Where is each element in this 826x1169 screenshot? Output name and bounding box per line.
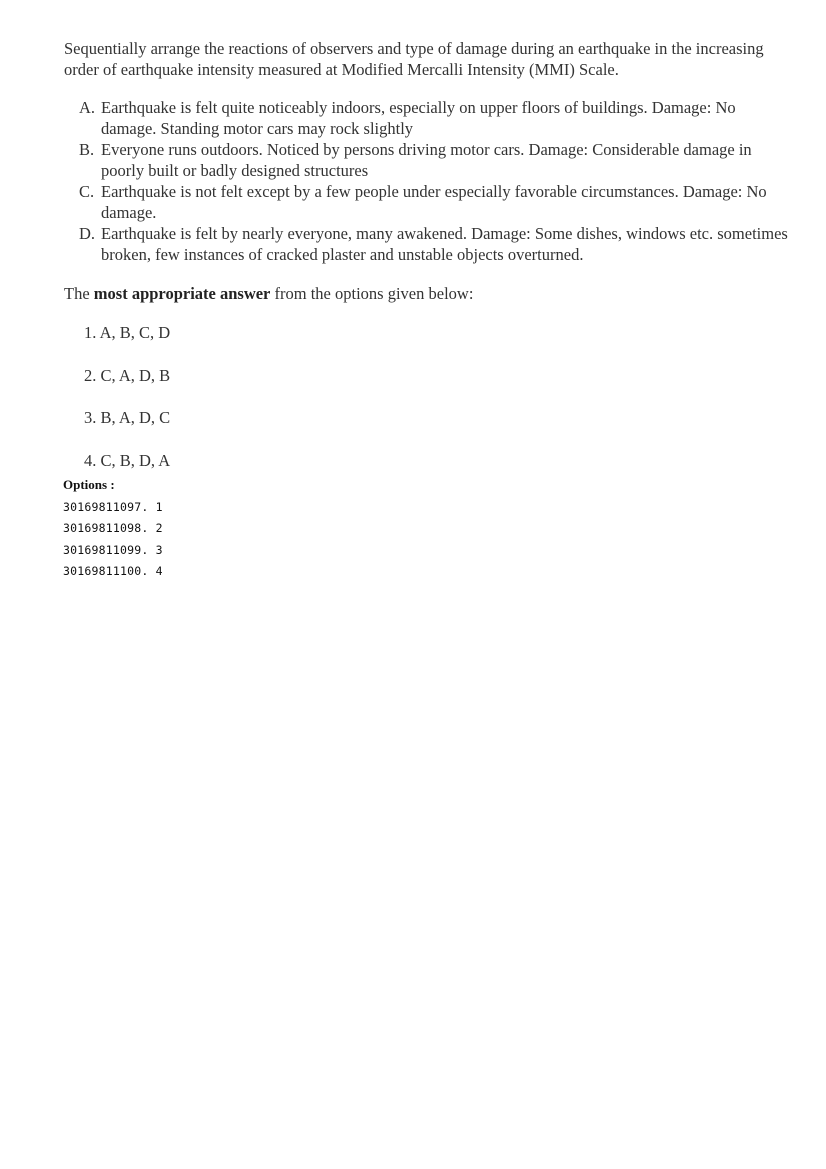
option-id-row: 30169811097. 1 — [63, 499, 163, 514]
options-heading: Options : — [63, 477, 115, 492]
statement-letter: B. — [79, 140, 95, 159]
question-block — [64, 38, 794, 471]
statement-b — [64, 139, 794, 181]
prompt-suffix: from the options given below: — [270, 284, 474, 303]
prompt-bold: most appropriate answer — [93, 284, 271, 303]
statement-text: Earthquake is felt by nearly everyone, many awakened. Damage: Some dishes, windows etc. sometimes broken, few instances of cracked plaster and unstable objects overturned. — [101, 224, 788, 264]
option-id-row: 30169811099. 3 — [63, 542, 163, 557]
statement-text: Earthquake is not felt except by a few people under especially favorable circumstances. Damage: No damage. — [101, 182, 767, 222]
statement-letter: D. — [79, 224, 96, 243]
statement-a — [64, 97, 794, 139]
answer-choice-3: 3. B, A, D, C — [84, 408, 171, 427]
statement-text: Earthquake is felt quite noticeably indoors, especially on upper floors of buildings. Damage: No damage. Standing motor cars may rock slightly — [101, 98, 736, 138]
question-text: Sequentially arrange the reactions of observers and type of damage during an earthquake in the increasing order of earthquake intensity measured at Modified Mercalli Intensity (MMI) Scale. — [64, 39, 764, 79]
answer-list — [64, 322, 794, 471]
statement-text: Everyone runs outdoors. Noticed by persons driving motor cars. Damage: Considerable damage in poorly built or badly designed structures — [101, 140, 752, 180]
statement-letter: A. — [79, 98, 96, 117]
answer-prompt — [64, 283, 794, 304]
statement-c — [64, 181, 794, 223]
statement-letter: C. — [79, 182, 95, 201]
answer-choice-2: 2. C, A, D, B — [84, 365, 171, 385]
option-id-row: 30169811100. 4 — [63, 564, 163, 578]
prompt-prefix: The — [64, 284, 94, 303]
option-id-row: 30169811098. 2 — [63, 521, 163, 535]
answer-choice-4: 4. C, B, D, A — [84, 450, 171, 470]
answer-choice-1: 1. A, B, C, D — [84, 323, 171, 342]
statement-d — [64, 223, 794, 265]
statement-list — [64, 97, 794, 265]
options-block — [63, 477, 163, 579]
